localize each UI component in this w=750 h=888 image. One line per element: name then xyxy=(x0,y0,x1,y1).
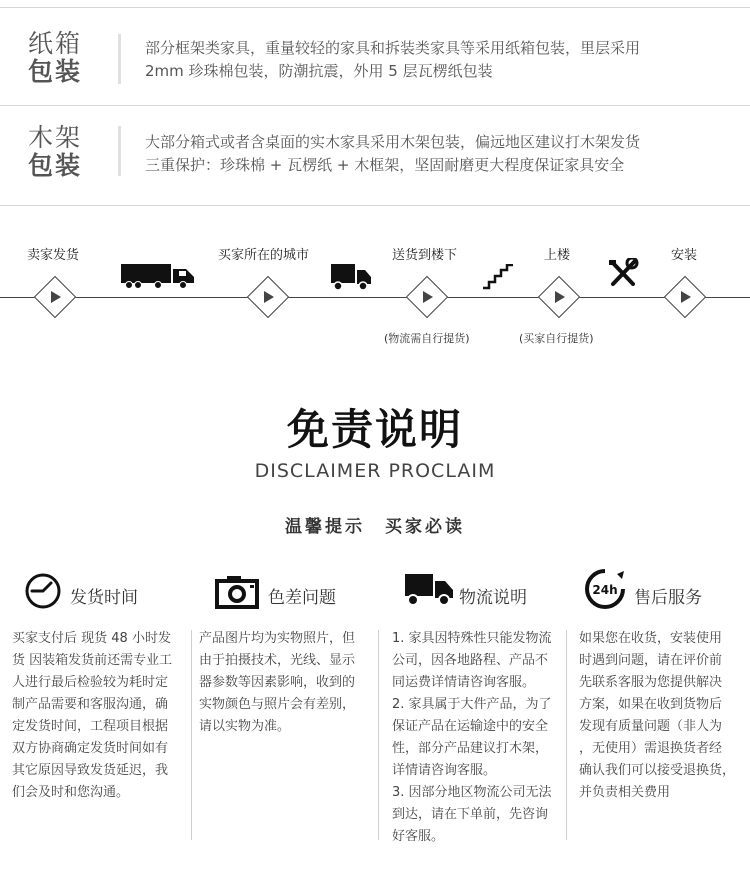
disclaimer-title: 免责说明 xyxy=(286,405,463,454)
step-label-seller-ship: 卖家发货 xyxy=(27,248,80,263)
column-title-color-diff: 色差问题 xyxy=(268,588,336,608)
column-separator xyxy=(566,630,567,840)
truck-icon xyxy=(120,262,196,290)
column-text-color-diff: 产品图片均为实物照片，但 由于拍摄技术，光线、显示 器参数等因素影响，收到的 实物颜色与照片会有差别， 请以实物为准。 xyxy=(199,631,356,734)
step-label-buyer-city: 买家所在的城市 xyxy=(218,248,310,263)
carton-packaging-title xyxy=(25,30,85,86)
carton-packaging-desc: 部分框架类家具，重量较轻的家具和拆装类家具等采用纸箱包装，里层采用 2mm 珍珠棉包装，防潮抗震，外用 5 层瓦楞纸包装 xyxy=(145,39,641,80)
play-icon xyxy=(423,291,433,303)
camera-icon xyxy=(215,575,259,609)
wood-packaging-bar xyxy=(118,126,121,176)
carton-packaging-title-top: 纸箱 xyxy=(27,29,82,58)
step-label-deliver-downstairs: 送货到楼下 xyxy=(392,248,458,263)
middle-divider xyxy=(0,105,750,106)
play-icon xyxy=(264,291,274,303)
disclaimer-tip: 温馨提示 买家必读 xyxy=(285,517,465,537)
24h-text: 24h xyxy=(592,583,618,597)
stairs-icon xyxy=(481,264,515,290)
wood-packaging-title-bottom: 包装 xyxy=(27,151,82,180)
play-icon xyxy=(681,291,691,303)
wood-packaging-title-top: 木架 xyxy=(27,123,82,152)
wood-packaging-title xyxy=(25,124,85,180)
column-text-after-sales: 如果您在收货，安装使用 时遇到问题，请在评价前 先联系客服为您提供解决 方案，如果在收到货物后 发现有质量问题（非人为 ，无使用）需退换货者经 确认我们可以接受退换货， 并负责相关费用 xyxy=(579,631,736,800)
column-text-shipping-time: 买家支付后 现货 48 小时发 货 因装箱发货前还需专业工 人进行最后检验较为耗时定 制产品需要和客服沟通，确 定发货时间，工程项目根据 双方协商确定发货时间如有 其它原因导致发货延迟，我 们会及时和您沟通。 xyxy=(12,631,173,800)
disclaimer-subtitle: DISCLAIMER PROCLAIM xyxy=(254,460,496,482)
wood-packaging-desc: 大部分箱式或者含桌面的实木家具采用木架包装，偏远地区建议打木架发货 三重保护：珍珠棉 + 瓦楞纸 + 木框架，坚固耐磨更大程度保证家具安全 xyxy=(145,133,641,174)
carton-packaging-bar xyxy=(118,34,121,84)
column-separator xyxy=(191,630,192,840)
column-title-shipping-time: 发货时间 xyxy=(70,588,138,608)
step-label-install: 安装 xyxy=(671,248,698,263)
truck-icon xyxy=(404,572,454,606)
play-icon xyxy=(51,291,61,303)
step-label-upstairs: 上楼 xyxy=(544,248,571,263)
carton-packaging-title-bottom: 包装 xyxy=(27,57,82,86)
column-separator xyxy=(378,630,379,840)
column-title-after-sales: 售后服务 xyxy=(634,588,702,608)
flow-line xyxy=(0,297,750,298)
bottom-divider xyxy=(0,205,750,206)
step-note-logistics-pickup: (物流需自行提货) xyxy=(384,332,470,345)
clock-icon xyxy=(24,572,62,610)
column-title-logistics: 物流说明 xyxy=(459,588,527,608)
carton-packaging-section xyxy=(0,28,750,98)
column-text-logistics: 1. 家具因特殊性只能发物流 公司，因各地路程、产品不 同运费详情请咨询客服。 2. 家具属于大件产品，为了 保证产品在运输途中的安全 性，部分产品建议打木架， 详情请咨询客服。 3. 因部分地区物流公司无法 到达，请在下单前，先咨询 好客服。 xyxy=(392,631,552,844)
step-note-buyer-pickup: (买家自行提货) xyxy=(519,332,594,345)
play-icon xyxy=(555,291,565,303)
small-truck-icon xyxy=(330,262,372,292)
24h-service-icon xyxy=(584,568,626,610)
tools-icon xyxy=(607,258,639,288)
top-divider xyxy=(0,7,750,8)
wood-packaging-section xyxy=(0,122,750,192)
